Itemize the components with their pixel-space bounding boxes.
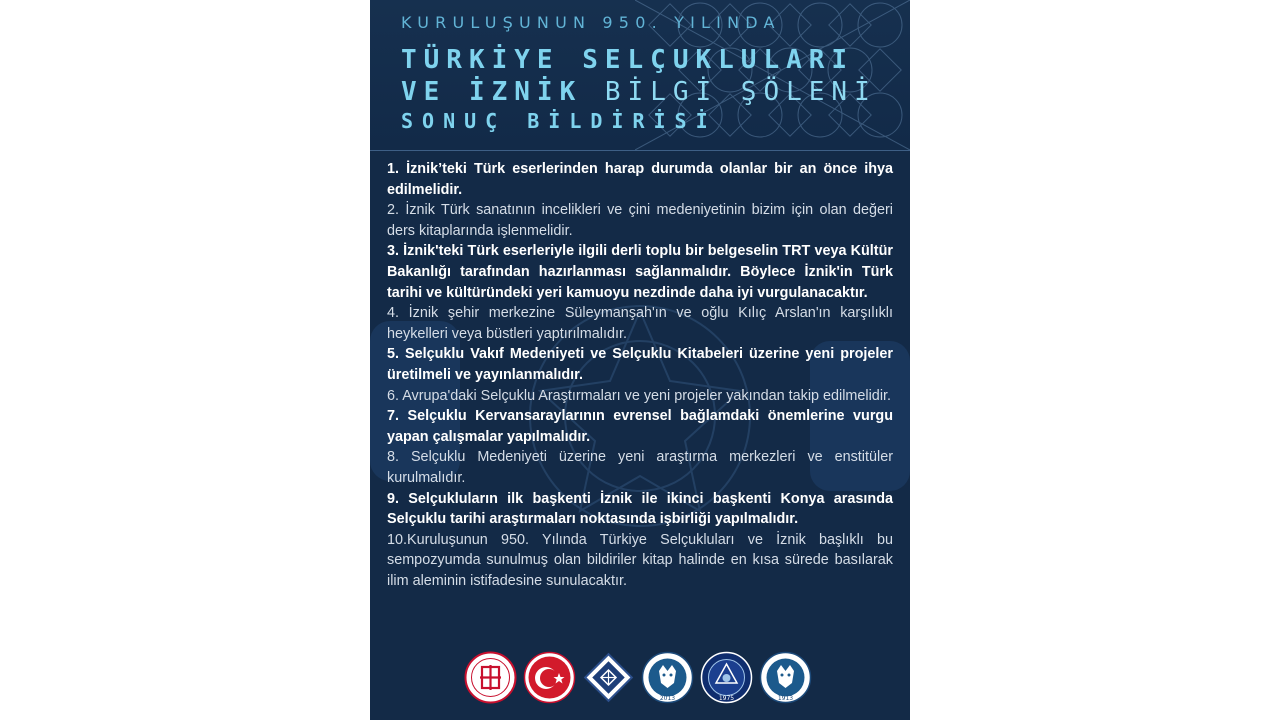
bursa-uludag-university-logo [700, 651, 753, 704]
declaration-item-7: 7. Selçuklu Kervansaraylarının evrensel bağlamdaki önemlerine vurgu yapan çalışmalar yapılmalıdır. [387, 408, 893, 445]
crescent-star-logo [523, 651, 576, 704]
declaration-list [387, 159, 893, 591]
logo-year-1913: 1913 [777, 694, 794, 702]
declaration-item-10: 10.Kuruluşunun 950. Yılında Türkiye Selçukluları ve İznik başlıklı bu sempozyumda sunulmuş olan bildiriler kitap halinde en kısa sürede basılarak ilim aleminin istifadesine sunulacaktır. [387, 531, 893, 589]
title-line-1: TÜRKİYE SELÇUKLULARI [401, 45, 855, 75]
ministry-culture-tourism-logo [464, 651, 517, 704]
declaration-item-2: 2. İznik Türk sanatının incelikleri ve çini medeniyetinin bizim için olan değeri ders kitaplarında işlenmelidir. [387, 202, 893, 239]
title-line-2-light: BİLGİ ŞÖLENİ [604, 77, 877, 107]
declaration-item-4: 4. İznik şehir merkezine Süleymanşah'ın ve oğlu Kılıç Arslan'ın karşılıklı heykelleri veya büstleri yaptırılmalıdır. [387, 305, 893, 342]
declaration-item-3: 3. İznik'teki Türk eserleriyle ilgili derli toplu bir belgeselin TRT veya Kültür Bakanlığı tarafından hazırlanması sağlanmalıdır. Böylece İznik'in Türk tarihi ve kültüründeki yeri kamuoyu nezdinde daha iyi vurgulanacaktır. [387, 243, 893, 301]
logo-row [464, 649, 812, 705]
seljuk-emblem-logo [582, 651, 635, 704]
declaration-item-1: 1. İznik’teki Türk eserlerinden harap durumda olanlar bir an önce ihya edilmelidir. [387, 161, 893, 198]
poster [370, 0, 910, 720]
wolf-head-logo-2 [759, 651, 812, 704]
logo-year-2013: 2013 [659, 694, 676, 702]
wolf-head-logo-1 [641, 651, 694, 704]
poster-header [370, 0, 910, 151]
title-line-2-bold: VE İZNİK [401, 77, 605, 107]
title-line-3: SONUÇ BİLDİRİSİ [401, 109, 717, 133]
header-kicker: KURULUŞUNUN 950. YILINDA [401, 13, 781, 32]
logo-year-1975: 1975 [718, 694, 735, 702]
title-line-2 [401, 77, 877, 107]
declaration-item-6: 6. Avrupa'daki Selçuklu Araştırmaları ve yeni projeler yakından takip edilmelidir. [387, 387, 892, 404]
declaration-item-5: 5. Selçuklu Vakıf Medeniyeti ve Selçuklu Kitabeleri üzerine yeni projeler üretilmeli ve yayınlanmalıdır. [387, 346, 893, 383]
declaration-item-9: 9. Selçukluların ilk başkenti İznik ile ikinci başkenti Konya arasında Selçuklu tarihi araştırmaları noktasında işbirliği yapılmalıdır. [387, 490, 893, 528]
declaration-item-8: 8. Selçuklu Medeniyeti üzerine yeni araştırma merkezleri ve enstitüler kurulmalıdır. [387, 449, 893, 486]
